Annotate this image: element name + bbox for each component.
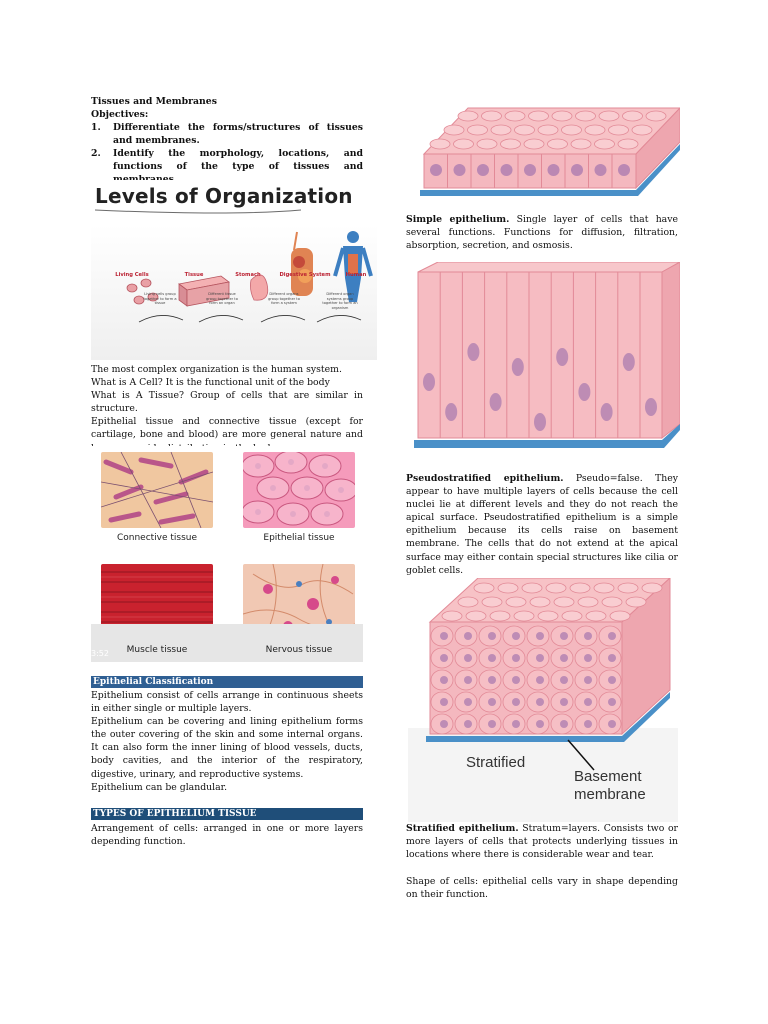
epithelial-tissue-caption: Epithelial tissue — [263, 533, 335, 543]
tissue-types-image — [91, 446, 363, 662]
connective-tissue-panel — [101, 452, 213, 528]
types-of-epithelium-heading: TYPES OF EPITHELIUM TISSUE — [91, 808, 363, 820]
stratified-label: Stratified — [466, 754, 526, 771]
objective-item: 2. Identify the morphology, locations, and functions of the type of tissues and — [91, 148, 363, 173]
objectives-list — [91, 121, 363, 186]
epithelial-classification-heading: Epithelial Classification — [91, 676, 363, 688]
simple-epithelium-text: Simple epithelium. Single layer of cells that have several functions. Functions for diffusion, filtration, absorption, secretion, and osmosis. — [406, 214, 678, 252]
levels-sublabel: Different organ systems group together to form an organism — [322, 292, 358, 310]
intro-paragraph — [91, 363, 363, 455]
stratified-epithelium-diagram — [408, 578, 678, 822]
intro-line: What is A Tissue? Group of cells that are similar in structure. — [91, 390, 363, 415]
levels-label: Digestive System — [279, 272, 331, 278]
levels-sublabel: Living cells group together to form a tissue — [143, 292, 177, 306]
document-title: Tissues and Membranes — [91, 96, 217, 107]
levels-of-organization-image — [91, 180, 377, 360]
levels-sublabel: Different organs group together to form a system — [268, 292, 300, 306]
classification-line: Epithelium can be covering and lining epithelium forms the outer covering of the skin and some internal organs. It can also form the inner lining of blood vessels, ducts, body cavities, and the interior of the respiratory, digestive, urinary, and reproductive systems. — [91, 716, 363, 780]
muscle-tissue-caption: Muscle tissue — [126, 645, 188, 655]
intro-line: Epithelial tissue and connective tissue (except for cartilage, bone and blood) are more general nature and — [91, 416, 363, 441]
pseudostratified-epithelium-diagram — [412, 262, 680, 458]
classification-line: Epithelium can be glandular. — [91, 781, 228, 793]
epithelial-classification-body — [91, 689, 363, 794]
intro-line: What is A Cell? It is the functional unit of the body — [91, 377, 330, 389]
epithelial-tissue-panel — [243, 452, 355, 528]
levels-label: Human — [345, 272, 367, 278]
objective-item: 1. Differentiate the forms/structures of tissues and membranes. — [91, 122, 363, 147]
levels-sublabel: Different tissue group together to form an organ — [206, 292, 238, 306]
connective-tissue-caption: Connective tissue — [116, 533, 198, 543]
simple-epithelium-diagram — [410, 104, 680, 204]
stratified-epithelium-text: Stratified epithelium. Stratum=layers. Consists two or more layers of cells that protects underlying tissues in locations where there is considerable wear and tear. — [406, 823, 678, 861]
levels-label: Living Cells — [115, 272, 149, 278]
levels-label: Tissue — [184, 272, 204, 278]
levels-label: Stomach — [235, 272, 261, 278]
objectives-heading: Objectives: — [91, 109, 149, 120]
nervous-tissue-caption: Nervous tissue — [265, 645, 333, 655]
pseudostratified-epithelium-text: Pseudostratified epithelium. Pseudo=false. They appear to have multiple layers of cells because the cell nuclei lie at different levels and they do not reach the apical surface. Pseudostratified epithelium is a simple epithelium because its cells raise on basement membrane. The cells that do not extend at the apical surface may either contain special structures like cilia or goblet cells. — [406, 473, 678, 576]
classification-line: Epithelium consist of cells arrange in continuous sheets in either single or multiple layers. — [91, 690, 363, 715]
intro-line: The most complex organization is the human system. — [91, 364, 342, 375]
video-timestamp: 3:52 — [91, 649, 109, 658]
levels-illustration — [91, 180, 377, 360]
basement-membrane-label: Basement membrane — [574, 768, 646, 803]
shape-of-cells-text: Shape of cells: epithelial cells vary in shape depending on their function. — [406, 876, 678, 901]
types-text: Arrangement of cells: arranged in one or more layers depending function. — [91, 823, 363, 848]
levels-image-title: Levels of Organization — [95, 184, 353, 208]
